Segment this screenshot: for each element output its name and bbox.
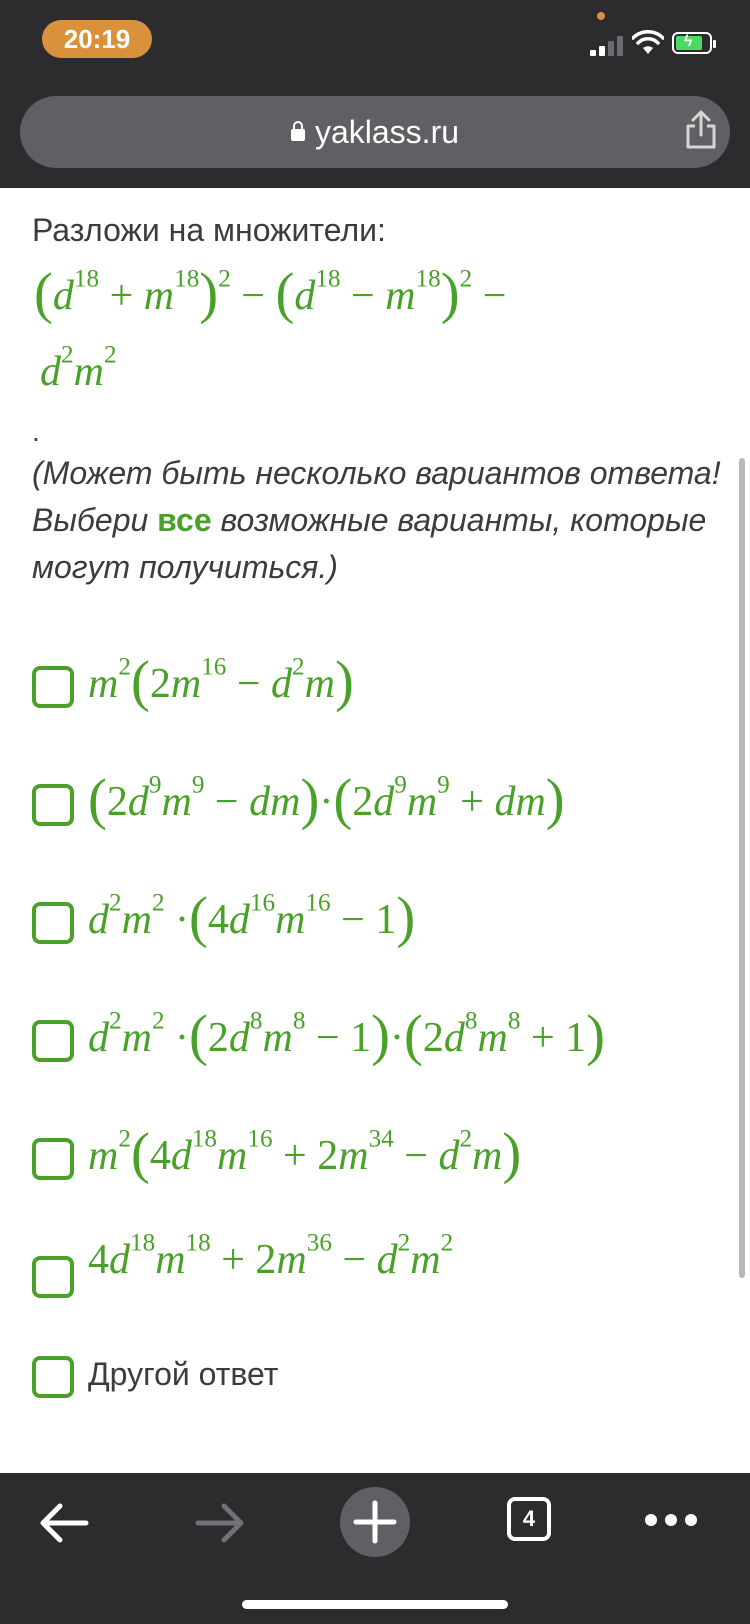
option-label: Другой ответ [88,1356,279,1392]
url-text: yaklass.ru [314,114,460,150]
note-text-after: возможные варианты, которые могут получиться.) [32,502,707,585]
checkbox[interactable] [32,1020,74,1062]
tabs-button[interactable]: 4 [507,1497,551,1541]
battery-charging-icon: ϟ [672,32,712,54]
option-expression: $4d^{18}m^{18} + 2m^{36} - d^2m^2$ [88,1229,454,1283]
cellular-signal-icon [590,34,630,56]
checkbox[interactable] [32,666,74,708]
privacy-indicator-dot [597,12,605,20]
option-expression: $d^2m^2 \cdot(4d^{16}m^{16} - 1)$ [88,885,416,949]
browser-bottom-toolbar [0,1473,750,1624]
option-expression: $(2d^9m^9 - dm)\cdot(2d^9m^9 + dm)$ [88,767,565,831]
browser-top-bar [0,0,750,188]
wifi-icon [632,30,664,56]
checkbox[interactable] [32,784,74,826]
share-icon[interactable] [684,110,718,150]
more-icon[interactable] [645,1513,705,1531]
option-expression: $m^2(4d^{18}m^{16} + 2m^{34} - d^2m)$ [88,1121,522,1185]
option-expression: $m^2(2m^{16} - d^2m)$ [88,649,354,713]
url-display[interactable] [20,96,730,168]
note-text-before: (Может быть несколько вариантов ответа! Выбери [32,455,721,538]
new-tab-button[interactable] [340,1487,410,1557]
checkbox[interactable] [32,1138,74,1180]
question-expression-line2: $d^2m^2$ [40,341,117,395]
question-prompt: Разложи на множители: [32,212,386,248]
status-time: 20:19 [42,20,152,58]
checkbox[interactable] [32,1256,74,1298]
page-content [0,188,750,1473]
address-bar[interactable] [20,96,730,168]
forward-arrow-icon[interactable] [194,1501,246,1545]
question-expression-line1: $(d^{18} + m^{18})^2 - (d^{18} - m^{18})^2$ − [34,261,507,325]
question-note [32,450,722,591]
scrollbar[interactable] [739,458,745,1278]
expression-period: . [32,416,40,447]
option-expression: $d^2m^2 \cdot(2d^8m^8 - 1)\cdot(2d^8m^8 + 1)$ [88,1003,606,1067]
checkbox[interactable] [32,1356,74,1398]
home-indicator [242,1600,508,1609]
note-emphasis: все [157,502,212,538]
plus-icon [353,1500,397,1544]
checkbox[interactable] [32,902,74,944]
lock-icon [291,129,305,141]
back-arrow-icon[interactable] [38,1501,90,1545]
